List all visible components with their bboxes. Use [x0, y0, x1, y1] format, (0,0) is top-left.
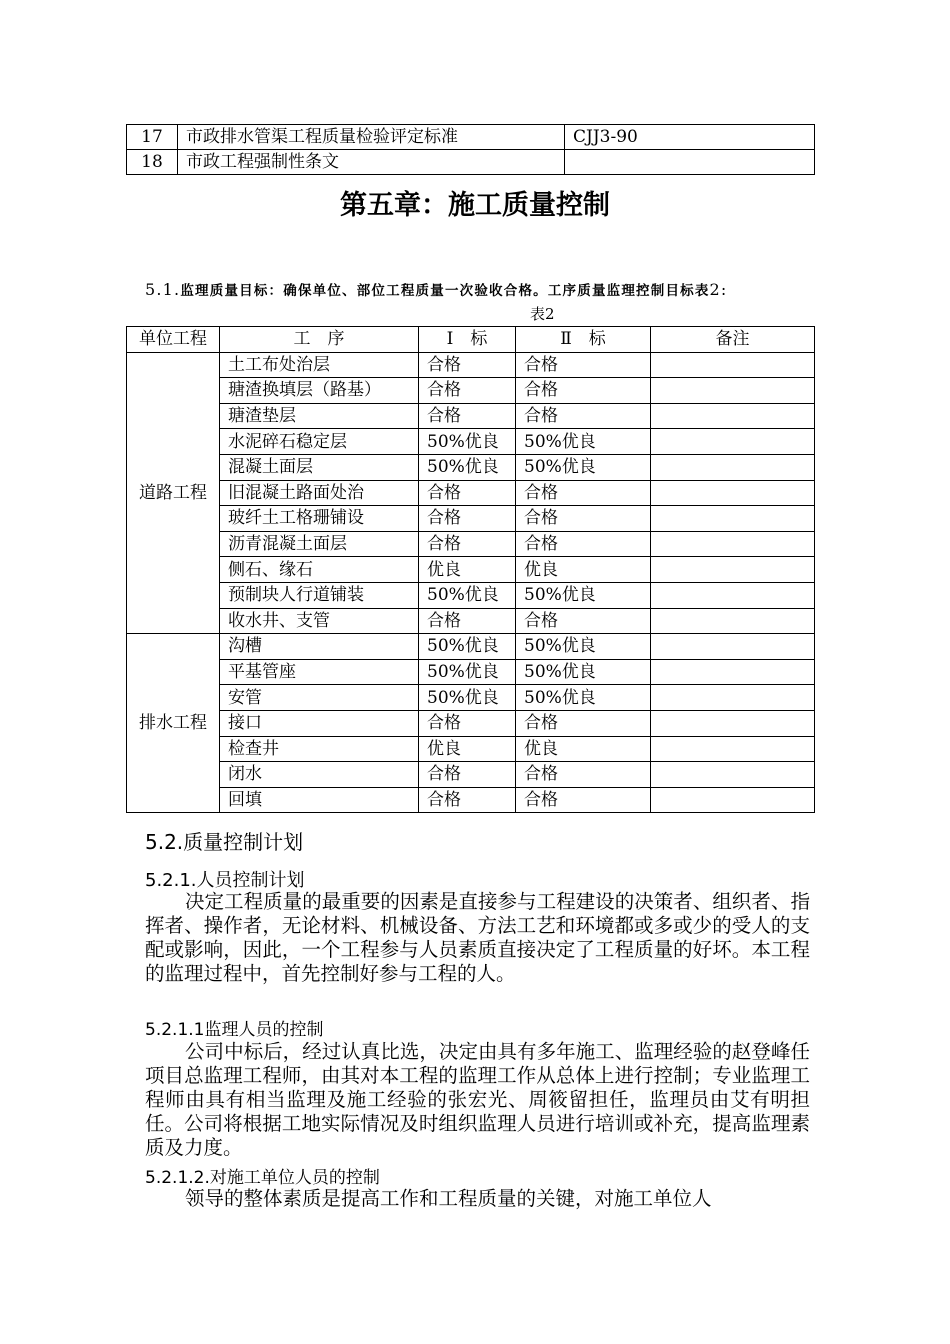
- header-process: 工 序: [220, 327, 419, 353]
- table-row: [127, 736, 815, 762]
- lot-1-cell: 合格: [419, 710, 516, 736]
- lot-1-cell: 合格: [419, 352, 516, 378]
- table-row: [127, 352, 815, 378]
- lot-2-cell: 合格: [516, 710, 651, 736]
- note-cell: [651, 710, 815, 736]
- paragraph-5-2-1: 决定工程质量的最重要的因素是直接参与工程建设的决策者、组织者、指挥者、操作者，无论材料、机械设备、方法工艺和环境都或多或少的受人的支配或影响，因此，一个工程参与人员素质直接决定了工程质量的好坏。本工程的监理过程中，首先控制好参与工程的人。: [145, 890, 810, 985]
- lot-2-cell: 50%优良: [516, 582, 651, 608]
- table-row: [127, 531, 815, 557]
- process-cell: 平基管座: [220, 659, 419, 685]
- lot-2-cell: 50%优良: [516, 634, 651, 660]
- table-row: [127, 710, 815, 736]
- table-row: [127, 506, 815, 532]
- process-cell: 混凝土面层: [220, 454, 419, 480]
- note-cell: [651, 429, 815, 455]
- table-row: [127, 403, 815, 429]
- process-cell: 接口: [220, 710, 419, 736]
- unit-cell: 道路工程: [127, 352, 220, 634]
- lot-1-cell: 合格: [419, 378, 516, 404]
- lot-1-cell: 50%优良: [419, 429, 516, 455]
- process-cell: 水泥碎石稳定层: [220, 429, 419, 455]
- lot-2-cell: 合格: [516, 608, 651, 634]
- lot-2-cell: 合格: [516, 403, 651, 429]
- standards-table: [126, 124, 815, 175]
- note-cell: [651, 659, 815, 685]
- process-cell: 检查井: [220, 736, 419, 762]
- note-cell: [651, 762, 815, 788]
- section-heading-5-2-1: 5.2.1.人员控制计划: [145, 870, 305, 891]
- paragraph-5-2-1-1: 公司中标后，经过认真比选，决定由具有多年施工、监理经验的赵登峰任项目总监理工程师，由其对本工程的监理工作从总体上进行控制；专业监理工程师由具有相当监理及施工经验的张宏光、周筱留担任，监理员由艾有明担任。公司将根据工地实际情况及时组织监理人员进行培训或补充，提高监理素质及力度。: [145, 1040, 810, 1159]
- intro-number: 5.1.: [145, 280, 181, 299]
- table-row: [127, 659, 815, 685]
- process-cell: 闭水: [220, 762, 419, 788]
- lot-2-cell: 50%优良: [516, 659, 651, 685]
- lot-1-cell: 50%优良: [419, 685, 516, 711]
- note-cell: [651, 557, 815, 583]
- lot-1-cell: 合格: [419, 480, 516, 506]
- process-cell: 预制块人行道铺装: [220, 582, 419, 608]
- section-heading-5-2-1-1: 5.2.1.1监理人员的控制: [145, 1020, 324, 1040]
- table-row: [127, 608, 815, 634]
- row-number: 17: [127, 125, 178, 150]
- note-cell: [651, 787, 815, 813]
- intro-text: 监理质量目标：确保单位、部位工程质量一次验收合格。工序质量监理控制目标表: [180, 283, 710, 299]
- table-caption: 表2: [530, 305, 555, 323]
- header-lot-1: Ⅰ 标: [419, 327, 516, 353]
- chapter-title: 第五章：施工质量控制: [340, 190, 610, 221]
- process-cell: 土工布处治层: [220, 352, 419, 378]
- table-row: [127, 125, 815, 150]
- section-heading-5-2-1-2: 5.2.1.2.对施工单位人员的控制: [145, 1168, 380, 1188]
- unit-cell: 排水工程: [127, 634, 220, 813]
- note-cell: [651, 506, 815, 532]
- lot-2-cell: 合格: [516, 378, 651, 404]
- standard-name: 市政排水管渠工程质量检验评定标准: [178, 125, 565, 150]
- lot-2-cell: 合格: [516, 762, 651, 788]
- lot-1-cell: 50%优良: [419, 659, 516, 685]
- note-cell: [651, 531, 815, 557]
- lot-1-cell: 50%优良: [419, 634, 516, 660]
- lot-2-cell: 合格: [516, 787, 651, 813]
- table-row: [127, 150, 815, 175]
- table-row: [127, 762, 815, 788]
- table-row: [127, 454, 815, 480]
- lot-1-cell: 合格: [419, 787, 516, 813]
- table-row: [127, 480, 815, 506]
- lot-1-cell: 合格: [419, 762, 516, 788]
- process-cell: 瑭渣垫层: [220, 403, 419, 429]
- quality-table-body: [127, 327, 815, 813]
- note-cell: [651, 608, 815, 634]
- table-row: [127, 787, 815, 813]
- lot-1-cell: 50%优良: [419, 454, 516, 480]
- table-row: [127, 429, 815, 455]
- note-cell: [651, 582, 815, 608]
- quality-goal-intro: [145, 278, 815, 303]
- process-cell: 旧混凝土路面处治: [220, 480, 419, 506]
- lot-1-cell: 优良: [419, 736, 516, 762]
- note-cell: [651, 352, 815, 378]
- section-heading-5-2: 5.2.质量控制计划: [145, 830, 304, 854]
- note-cell: [651, 634, 815, 660]
- lot-2-cell: 优良: [516, 557, 651, 583]
- process-cell: 沟槽: [220, 634, 419, 660]
- standard-code: [565, 150, 815, 175]
- table-header-row: [127, 327, 815, 353]
- lot-2-cell: 合格: [516, 506, 651, 532]
- note-cell: [651, 378, 815, 404]
- process-cell: 安管: [220, 685, 419, 711]
- lot-2-cell: 合格: [516, 480, 651, 506]
- process-cell: 玻纤土工格珊铺设: [220, 506, 419, 532]
- lot-1-cell: 50%优良: [419, 582, 516, 608]
- lot-2-cell: 优良: [516, 736, 651, 762]
- note-cell: [651, 685, 815, 711]
- table-row: [127, 557, 815, 583]
- lot-2-cell: 合格: [516, 352, 651, 378]
- intro-suffix: 2:: [709, 280, 728, 299]
- lot-2-cell: 50%优良: [516, 429, 651, 455]
- header-note: 备注: [651, 327, 815, 353]
- standard-name: 市政工程强制性条文: [178, 150, 565, 175]
- note-cell: [651, 454, 815, 480]
- lot-2-cell: 合格: [516, 531, 651, 557]
- process-cell: 瑭渣换填层（路基）: [220, 378, 419, 404]
- header-unit: 单位工程: [127, 327, 220, 353]
- header-lot-2: Ⅱ 标: [516, 327, 651, 353]
- note-cell: [651, 480, 815, 506]
- row-number: 18: [127, 150, 178, 175]
- lot-2-cell: 50%优良: [516, 454, 651, 480]
- table-row: [127, 378, 815, 404]
- table-row: [127, 685, 815, 711]
- note-cell: [651, 736, 815, 762]
- process-cell: 收水井、支管: [220, 608, 419, 634]
- process-cell: 回填: [220, 787, 419, 813]
- lot-1-cell: 合格: [419, 403, 516, 429]
- lot-2-cell: 50%优良: [516, 685, 651, 711]
- standard-code: CJJ3-90: [565, 125, 815, 150]
- process-cell: 沥青混凝土面层: [220, 531, 419, 557]
- lot-1-cell: 合格: [419, 506, 516, 532]
- table-row: [127, 634, 815, 660]
- quality-target-table: [126, 326, 815, 813]
- process-cell: 侧石、缘石: [220, 557, 419, 583]
- note-cell: [651, 403, 815, 429]
- paragraph-5-2-1-2: 领导的整体素质是提高工作和工程质量的关键，对施工单位人: [185, 1187, 712, 1210]
- table-row: [127, 582, 815, 608]
- lot-1-cell: 合格: [419, 531, 516, 557]
- lot-1-cell: 合格: [419, 608, 516, 634]
- lot-1-cell: 优良: [419, 557, 516, 583]
